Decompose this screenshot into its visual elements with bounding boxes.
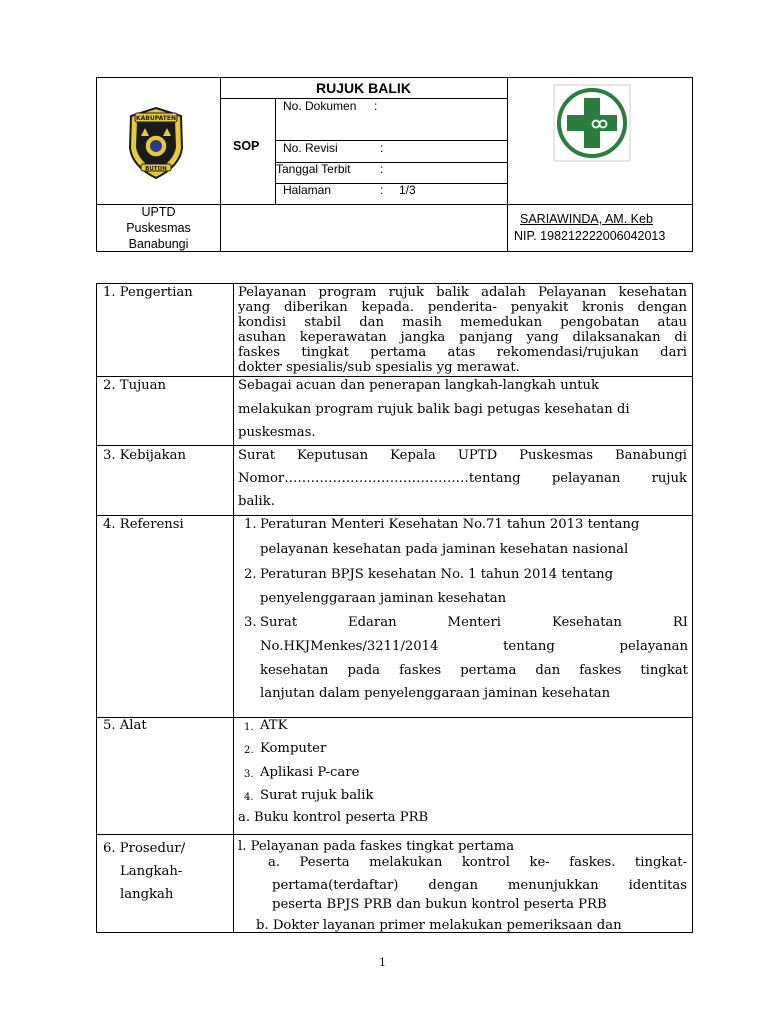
kebijakan-line-3: balik. bbox=[238, 494, 275, 509]
tujuan-line-3: puskesmas. bbox=[238, 425, 316, 440]
pengertian-line-6: dokter spesialis/sub spesialis yg merawat. bbox=[238, 360, 520, 375]
alat-item-4-num: 4. bbox=[244, 792, 254, 803]
alat-item-5-num: a. bbox=[238, 810, 251, 825]
referensi-item-3-line-3: kesehatan pada faskes pertama dan faskes tingkat bbox=[260, 663, 688, 678]
kebijakan-line-2: Nomor……………………………………tentang pelayanan rujuk bbox=[238, 471, 687, 486]
field-no-revisi-label: No. Revisi bbox=[283, 141, 338, 155]
logo-top-text: KABUPATEN bbox=[136, 115, 176, 122]
section-label-tujuan: 2. Tujuan bbox=[103, 378, 167, 393]
alat-item-1-text: ATK bbox=[260, 718, 288, 733]
referensi-item-2-line-1: Peraturan BPJS kesehatan No. 1 tahun 2014 tentang bbox=[260, 567, 614, 582]
pengertian-line-1: Pelayanan program rujuk balik adalah Pelayanan kesehatan bbox=[238, 285, 687, 300]
field-no-dokumen-label: No. Dokumen bbox=[283, 99, 357, 113]
referensi-item-1-line-1: Peraturan Menteri Kesehatan No.71 tahun 2013 tentang bbox=[260, 517, 640, 532]
signer-name: SARIAWINDA, AM. Keb bbox=[520, 212, 653, 226]
referensi-item-2-line-2: penyelenggaraan jaminan kesehatan bbox=[260, 591, 507, 606]
kebijakan-line-1: Surat Keputusan Kepala UPTD Puskesmas Banabungi bbox=[238, 448, 687, 463]
section-label-referensi: 4. Referensi bbox=[103, 517, 184, 532]
section-label-prosedur-1: 6. Prosedur/ bbox=[103, 841, 186, 856]
prosedur-heading: l. Pelayanan pada faskes tingkat pertama bbox=[238, 839, 515, 854]
field-halaman-label: Halaman bbox=[283, 183, 332, 197]
alat-item-4-text: Surat rujuk balik bbox=[260, 788, 374, 803]
kabupaten-buton-logo bbox=[125, 104, 187, 182]
sop-label: SOP bbox=[233, 139, 260, 153]
section-label-prosedur-3: langkah bbox=[120, 887, 174, 902]
signer-nip: NIP. 198212222006042013 bbox=[514, 229, 666, 243]
section-label-alat: 5. Alat bbox=[103, 718, 147, 733]
referensi-item-2-num: 2. bbox=[244, 567, 257, 582]
prosedur-a-line-3: peserta BPJS PRB dan bukun kontrol peserta PRB bbox=[272, 897, 607, 912]
prosedur-b-line: b. Dokter layanan primer melakukan pemeriksaan dan bbox=[256, 918, 622, 933]
referensi-item-1-num: 1. bbox=[244, 517, 257, 532]
sop-content-table bbox=[96, 283, 693, 933]
logo-bottom-text: BUTON bbox=[145, 166, 167, 172]
unit-line-3: Banabungi bbox=[128, 237, 189, 251]
referensi-item-3-num: 3. bbox=[244, 615, 257, 630]
alat-item-5-text: Buku kontrol peserta PRB bbox=[254, 810, 429, 825]
field-tanggal-terbit-label: Tanggal Terbit bbox=[276, 162, 351, 176]
referensi-item-3-line-4: lanjutan dalam penyelenggaraan jaminan kesehatan bbox=[260, 686, 611, 701]
unit-line-2: Puskesmas bbox=[126, 221, 191, 235]
field-tanggal-terbit-sep: : bbox=[380, 162, 384, 176]
alat-item-3-text: Aplikasi P-care bbox=[260, 765, 360, 780]
alat-item-1-num: 1. bbox=[244, 722, 254, 733]
pengertian-line-2: yang diberikan kepada. penderita- penyakit kronis dengan bbox=[238, 300, 687, 315]
field-halaman-sep: : bbox=[380, 183, 384, 197]
section-label-pengertian: 1. Pengertian bbox=[103, 285, 193, 300]
tujuan-line-1: Sebagai acuan dan penerapan langkah-langkah untuk bbox=[238, 378, 599, 393]
field-no-revisi-sep: : bbox=[380, 141, 384, 155]
referensi-item-3-line-1: Surat Edaran Menteri Kesehatan RI bbox=[260, 615, 688, 630]
alat-item-2-text: Komputer bbox=[260, 741, 327, 756]
referensi-item-3-line-2: No.HKJMenkes/3211/2014 tentang pelayanan bbox=[260, 639, 688, 654]
section-label-kebijakan: 3. Kebijakan bbox=[103, 448, 187, 463]
pengertian-line-4: asuhan keperawatan jangka panjang yang dilaksanakan di bbox=[238, 330, 687, 345]
puskesmas-logo bbox=[553, 84, 631, 162]
unit-line-1: UPTD bbox=[141, 205, 176, 219]
prosedur-a-line-2: pertama(terdaftar) dengan menunjukkan identitas bbox=[272, 878, 687, 893]
tujuan-line-2: melakukan program rujuk balik bagi petugas kesehatan di bbox=[238, 402, 630, 417]
pengertian-line-5: faskes tingkat pertama atas rekomendasi/rujukan dari bbox=[238, 345, 687, 360]
pengertian-line-3: kondisi stabil dan masih memedukan pengobatan atau bbox=[238, 315, 687, 330]
field-no-dokumen-sep: : bbox=[374, 99, 378, 113]
page-number: 1 bbox=[379, 956, 386, 969]
field-halaman-value: 1/3 bbox=[399, 183, 416, 197]
sop-title: RUJUK BALIK bbox=[316, 80, 411, 96]
referensi-item-1-line-2: pelayanan kesehatan pada jaminan kesehatan nasional bbox=[260, 542, 629, 557]
document-header bbox=[96, 77, 693, 252]
section-label-prosedur-2: Langkah- bbox=[120, 864, 183, 879]
alat-item-3-num: 3. bbox=[244, 769, 254, 780]
prosedur-a-line-1: a. Peserta melakukan kontrol ke- faskes. tingkat- bbox=[268, 855, 687, 870]
alat-item-2-num: 2. bbox=[244, 745, 254, 756]
